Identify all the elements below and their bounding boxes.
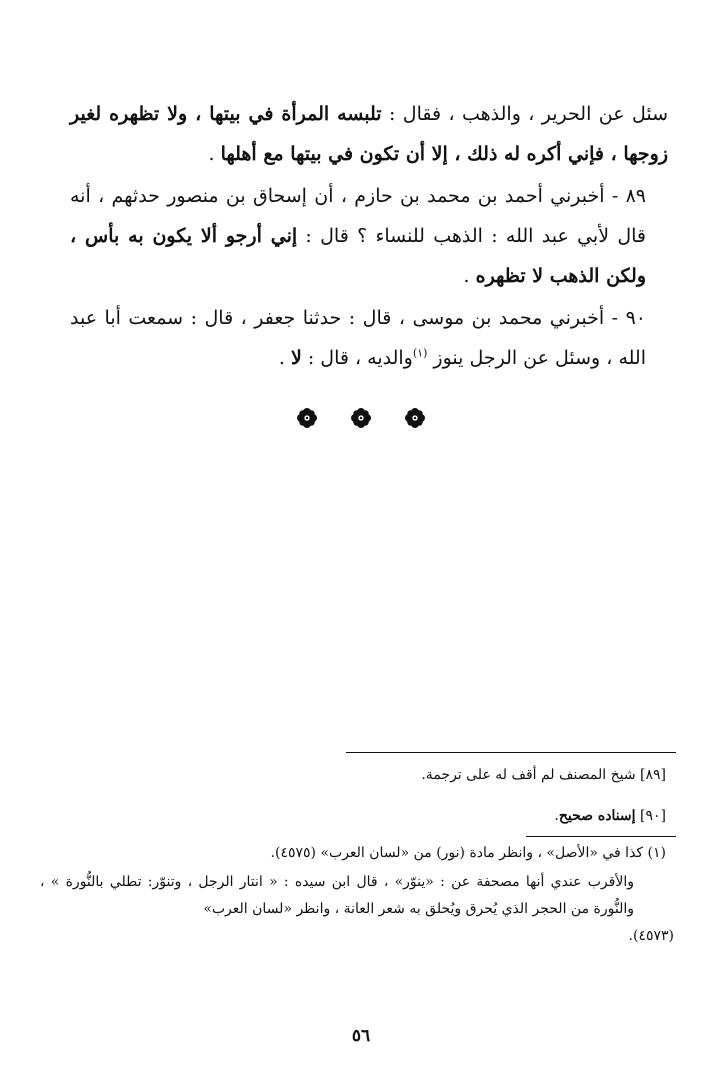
ornament-flower-icon	[349, 406, 373, 430]
quoted-answer: لا	[290, 347, 302, 369]
footnote-1-reference: (٤٥٧٣).	[628, 928, 674, 944]
paragraph-89: ٨٩ - أخبرني أحمد بن محمد بن حازم ، أن إسحاق بن منصور حدثهم ، أنه قال لأبي عبد الله : الذهب للنساء ؟ قال : إني أرجو ألا يكون به بأس ، ولكن الذهب لا تظهره .	[70, 185, 646, 287]
ornament-flower-icon	[295, 406, 319, 430]
footnote-marker: (١)	[412, 346, 428, 360]
note-89: [٨٩] شيخ المصنف لم أقف له على ترجمة.	[421, 767, 666, 783]
quoted-answer: تلبسه المرأة في بيتها ، ولا تظهره لغير زوجها ، فإني أكره له ذلك ، إلا أن تكون في بيتها مع أهلها	[70, 103, 668, 165]
quoted-answer: إني أرجو ألا يكون به بأس ، ولكن الذهب لا تظهره	[70, 225, 646, 287]
main-text	[70, 94, 668, 378]
footnote-1: (١) كذا في «الأصل» ، وانظر مادة (نور) من «لسان العرب» (٤٥٧٥).	[270, 845, 666, 861]
page-number: ٥٦	[351, 1026, 371, 1046]
section-ornaments	[0, 402, 722, 434]
footnote-1-continued: والأقرب عندي أنها مصحفة عن : «ينوّر» ، قال ابن سيده : « انتار الرجل ، وتنوّر: تطلي بالنُّورة » ، والنُّورة من الحجر الذي يُحرق ويُحلق به شعر العانة ، وانظر «لسان العرب»	[40, 874, 634, 917]
paragraph-1: سئل عن الحرير ، والذهب ، فقال : تلبسه المرأة في بيتها ، ولا تظهره لغير زوجها ، فإني أكره له ذلك ، إلا أن تكون في بيتها مع أهلها .	[70, 103, 668, 165]
notes-section	[40, 758, 674, 950]
notes-divider	[346, 752, 676, 753]
ornament-flower-icon	[403, 406, 427, 430]
paragraph-90: ٩٠ - أخبرني محمد بن موسى ، قال : حدثنا جعفر ، قال : سمعت أبا عبد الله ، وسئل عن الرجل ينوز $^{(١)}$والديه ، قال : لا .	[70, 307, 646, 369]
note-90: [٩٠] إسناده صحيح.	[554, 808, 666, 824]
